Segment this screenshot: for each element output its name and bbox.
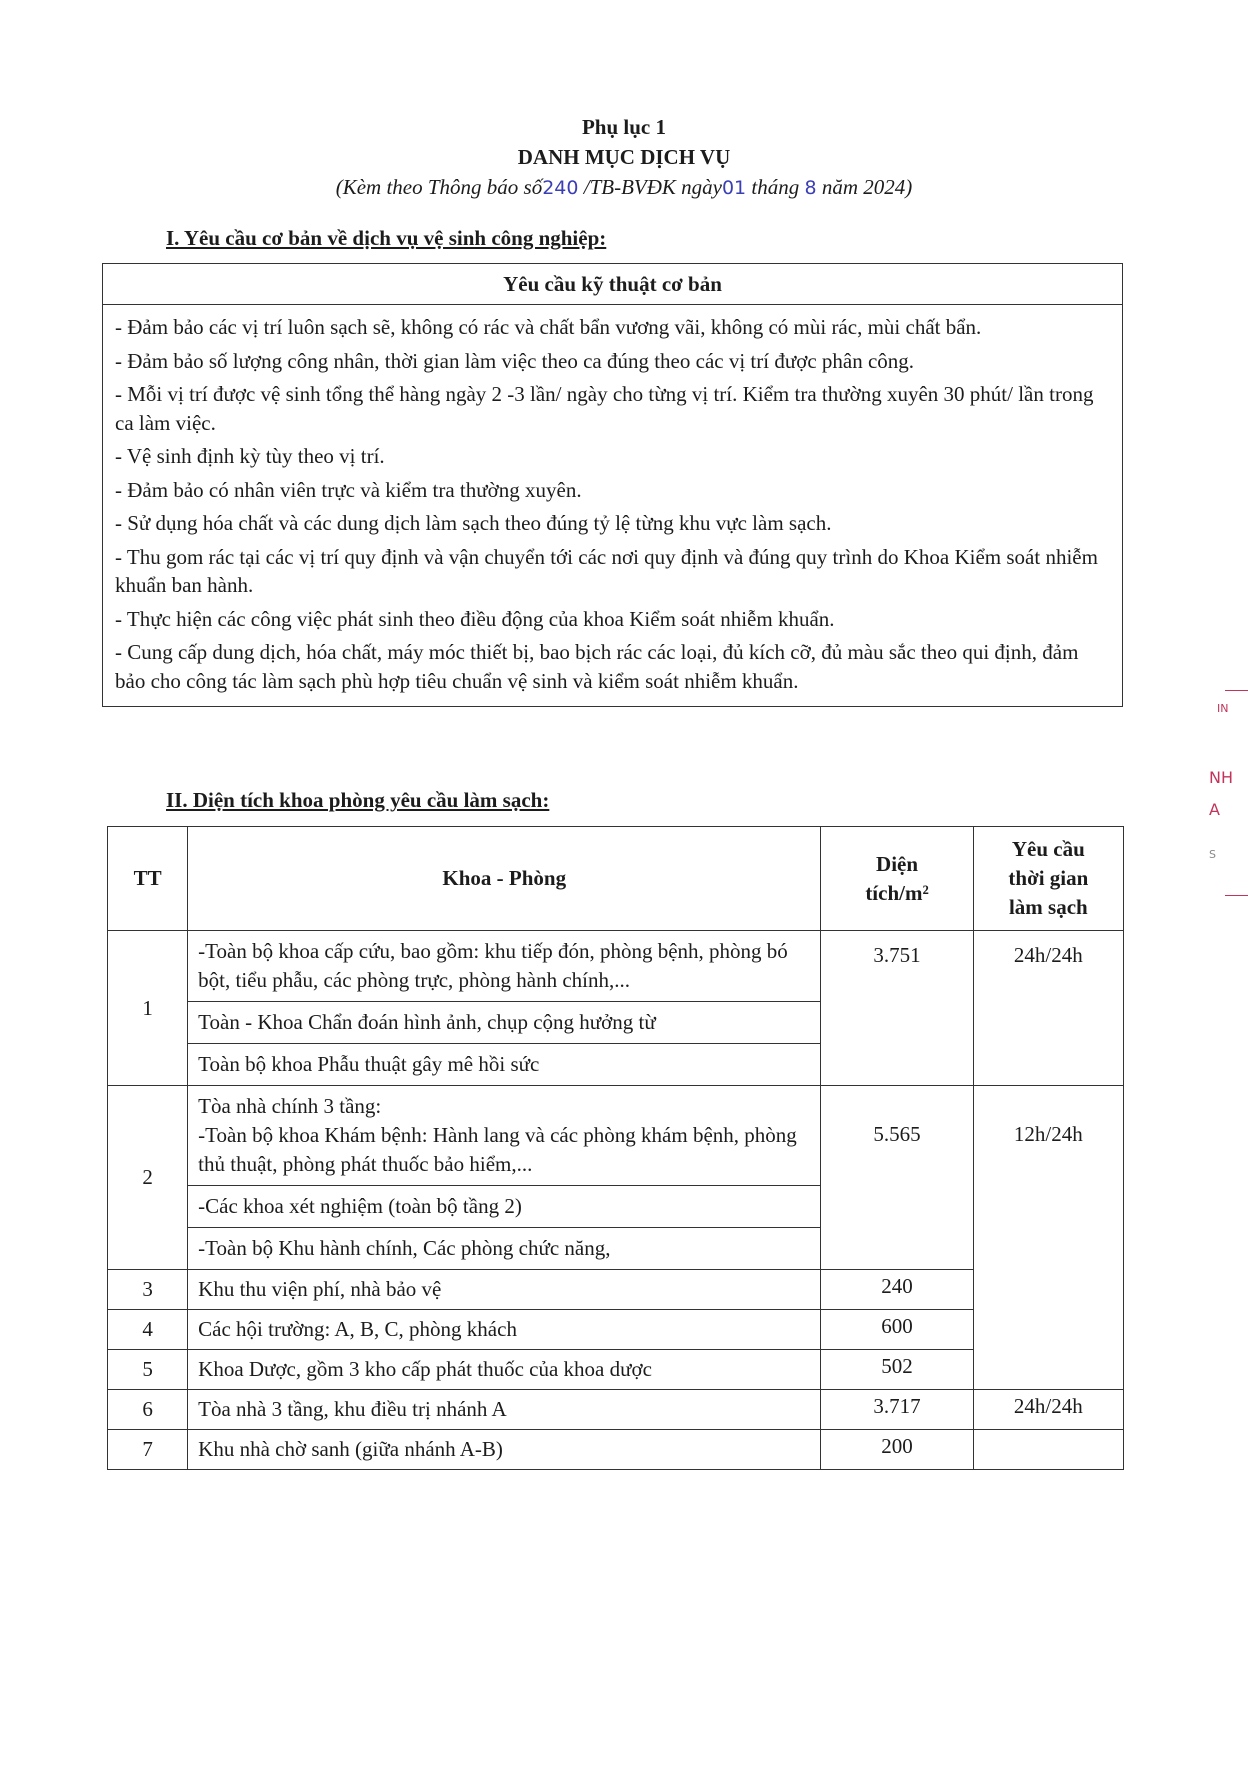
- requirement-item: - Đảm bảo số lượng công nhân, thời gian làm việc theo ca đúng theo các vị trí được phân công.: [115, 348, 915, 373]
- row-area: 240: [821, 1270, 973, 1310]
- row-time: [973, 1430, 1123, 1470]
- subtitle-prefix: (Kèm theo Thông báo số: [335, 175, 543, 199]
- section-1-heading: I. Yêu cầu cơ bản về dịch vụ vệ sinh công nghiệp:: [166, 226, 607, 250]
- row-number: 4: [108, 1310, 188, 1350]
- row-name: Tòa nhà 3 tầng, khu điều trị nhánh A: [188, 1390, 821, 1430]
- table-row: [108, 1390, 1124, 1430]
- column-header-time-line3: làm sạch: [1008, 895, 1088, 919]
- row-item: -Toàn bộ Khu hành chính, Các phòng chức năng,: [188, 1228, 821, 1270]
- requirement-item: - Sử dụng hóa chất và các dung dịch làm sạch theo đúng tỷ lệ từng khu vực làm sạch.: [115, 511, 832, 535]
- stamp-text: IN: [1217, 702, 1229, 715]
- column-header-tt: TT: [108, 827, 188, 931]
- row-area: 600: [821, 1310, 973, 1350]
- column-header-area-line1: Diện: [876, 851, 919, 876]
- stamp-text: A: [1209, 800, 1220, 819]
- subtitle-mid1: /TB-BVĐK ngày: [578, 175, 722, 199]
- row-name: Khu thu viện phí, nhà bảo vệ: [188, 1270, 821, 1310]
- row-name: Các hội trường: A, B, C, phòng khách: [188, 1310, 821, 1350]
- requirement-item: - Đảm bảo các vị trí luôn sạch sẽ, không có rác và chất bẩn vương vãi, không có mùi rác, mùi chất bẩn.: [115, 315, 982, 339]
- row-number: 6: [108, 1390, 188, 1430]
- requirement-item: - Mỗi vị trí được vệ sinh tổng thể hàng ngày 2 -3 lần/ ngày cho từng vị trí. Kiểm tra thường xuyên 30 phút/ lần trong ca làm việc.: [115, 382, 1094, 435]
- requirement-item: - Thu gom rác tại các vị trí quy định và vận chuyển tới các nơi quy định và đúng quy trình do Khoa Kiểm soát nhiễm khuẩn ban hành.: [115, 544, 1098, 597]
- appendix-title: Phụ lục 1: [581, 115, 667, 139]
- row-time: 24h/24h: [973, 1390, 1123, 1430]
- subtitle-suffix: năm 2024): [816, 175, 913, 199]
- requirement-item: - Đảm bảo có nhân viên trực và kiểm tra thường xuyên.: [115, 477, 582, 502]
- column-header-time: [973, 827, 1123, 931]
- notice-day: 01: [721, 177, 747, 199]
- row-number: 3: [108, 1270, 188, 1310]
- row-item: -Toàn bộ khoa cấp cứu, bao gồm: khu tiếp đón, phòng bệnh, phòng bó bột, tiểu phẫu, các phòng trực, phòng hành chính,...: [188, 931, 821, 1002]
- row-time: 12h/24h: [973, 1086, 1123, 1390]
- row-area: 502: [821, 1350, 973, 1390]
- row-number: 2: [108, 1086, 188, 1270]
- row-item: -Các khoa xét nghiệm (toàn bộ tầng 2): [188, 1186, 821, 1228]
- row-name: Khu nhà chờ sanh (giữa nhánh A-B): [188, 1430, 821, 1470]
- column-header-area-line2: tích/m²: [865, 880, 929, 905]
- table-row: [108, 931, 1124, 1002]
- column-header-time-line1: Yêu cầu: [1011, 837, 1085, 861]
- table-row: [108, 1430, 1124, 1470]
- row-number: 7: [108, 1430, 188, 1470]
- stamp-line: [1225, 690, 1248, 691]
- stamp-text: S: [1209, 848, 1216, 861]
- requirements-table: [102, 263, 1123, 707]
- table-row: [108, 1086, 1124, 1186]
- notice-number: 240: [542, 177, 579, 199]
- row-number: 1: [108, 931, 188, 1086]
- requirement-item: - Cung cấp dung dịch, hóa chất, máy móc thiết bị, bao bịch rác các loại, đủ kích cỡ, đủ màu sắc theo qui định, đảm bảo cho công tác làm sạch phù hợp tiêu chuẩn vệ sinh và kiểm soát nhiễm khuẩn.: [115, 640, 1079, 693]
- list-title: DANH MỤC DỊCH VỤ: [517, 145, 731, 169]
- table-row: [108, 1270, 1124, 1310]
- requirement-item: - Vệ sinh định kỳ tùy theo vị trí.: [115, 444, 385, 468]
- row-item: Tòa nhà chính 3 tầng: -Toàn bộ khoa Khám bệnh: Hành lang và các phòng khám bệnh, phòng thủ thuật, phòng phát thuốc bảo hiểm,...: [188, 1086, 821, 1186]
- document-header: [0, 112, 1248, 203]
- column-header-name: Khoa - Phòng: [188, 827, 821, 931]
- area-table: [107, 826, 1124, 1470]
- red-stamp-fragment: [1195, 690, 1248, 900]
- requirement-item: - Thực hiện các công việc phát sinh theo điều động của khoa Kiểm soát nhiễm khuẩn.: [115, 606, 835, 631]
- row-number: 5: [108, 1350, 188, 1390]
- row-time: 24h/24h: [973, 931, 1123, 1086]
- column-header-area: [821, 827, 973, 931]
- requirements-table-header: Yêu cầu kỹ thuật cơ bản: [103, 264, 1122, 305]
- notice-month: 8: [804, 177, 817, 199]
- row-area: 5.565: [821, 1086, 973, 1270]
- requirements-list: [103, 305, 1122, 706]
- section-2-heading: II. Diện tích khoa phòng yêu cầu làm sạch:: [166, 788, 550, 812]
- row-item: Toàn - Khoa Chẩn đoán hình ảnh, chụp cộng hưởng từ: [188, 1002, 821, 1044]
- stamp-line: [1225, 895, 1248, 896]
- table-row: [108, 1310, 1124, 1350]
- column-header-time-line2: thời gian: [1008, 866, 1089, 890]
- row-area: 3.717: [821, 1390, 973, 1430]
- subtitle: [0, 172, 1248, 203]
- row-name: Khoa Dược, gồm 3 kho cấp phát thuốc của khoa dược: [188, 1350, 821, 1390]
- area-table-header-row: [108, 827, 1124, 931]
- stamp-text: NH: [1209, 768, 1233, 787]
- table-row: [108, 1350, 1124, 1390]
- row-area: 200: [821, 1430, 973, 1470]
- row-item: Toàn bộ khoa Phẫu thuật gây mê hồi sức: [188, 1044, 821, 1086]
- row-area: 3.751: [821, 931, 973, 1086]
- subtitle-mid2: tháng: [746, 175, 805, 199]
